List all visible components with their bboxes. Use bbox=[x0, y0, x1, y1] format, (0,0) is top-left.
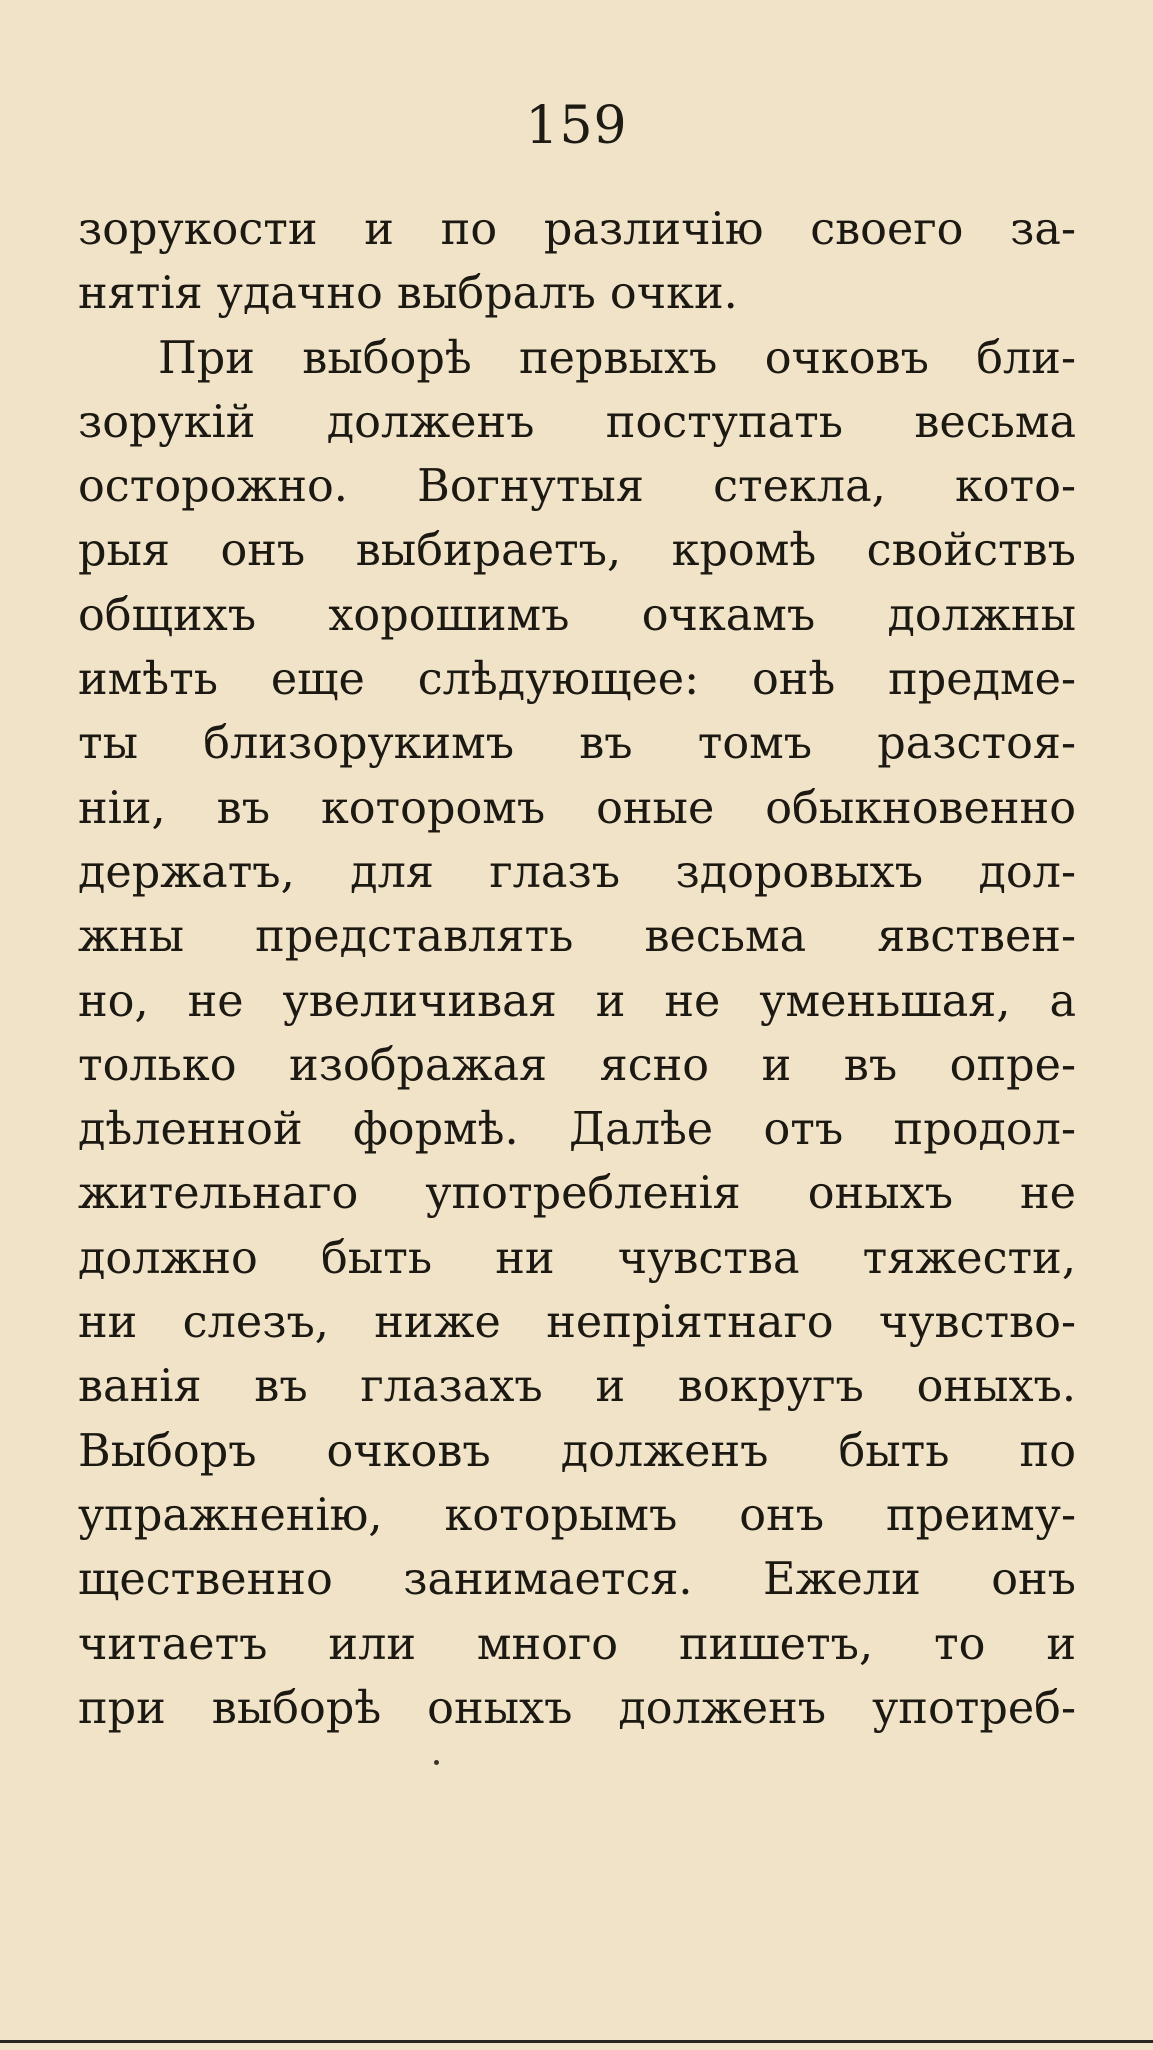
text-line: имѣть еще слѣдующее: онѣ предме- bbox=[78, 654, 1076, 706]
text-line: ніи, въ которомъ оные обыкновенно bbox=[78, 782, 1076, 834]
text-line: дѣленной формѣ. Далѣе отъ продол- bbox=[78, 1104, 1076, 1156]
page-edge bbox=[0, 2040, 1153, 2043]
text-line: ванія въ глазахъ и вокругъ оныхъ. bbox=[78, 1361, 1076, 1413]
text-line: держатъ, для глазъ здоровыхъ дол- bbox=[78, 846, 1076, 898]
page-number: 159 bbox=[525, 96, 628, 156]
text-line: общихъ хорошимъ очкамъ должны bbox=[78, 589, 1076, 641]
text-line: ты близорукимъ въ томъ разстоя- bbox=[78, 718, 1076, 770]
text-line: упражненію, которымъ онъ преиму- bbox=[78, 1489, 1076, 1541]
text-line: нятія удачно выбралъ очки. bbox=[78, 268, 738, 320]
text-line: только изображая ясно и въ опре- bbox=[78, 1039, 1076, 1091]
text-line: жны представлять весьма явствен- bbox=[78, 911, 1076, 963]
text-line: при выборѣ оныхъ долженъ употреб- bbox=[78, 1682, 1076, 1734]
text-line: Выборъ очковъ долженъ быть по bbox=[78, 1425, 1076, 1477]
text-line: При выборѣ первыхъ очковъ бли- bbox=[158, 332, 1076, 384]
text-line: но, не увеличивая и не уменьшая, а bbox=[78, 975, 1076, 1027]
body-text bbox=[78, 198, 1076, 1741]
text-line: осторожно. Вогнутыя стекла, кото- bbox=[78, 461, 1076, 513]
text-line: должно быть ни чувства тяжести, bbox=[78, 1232, 1076, 1284]
text-line: зорукій долженъ поступать весьма bbox=[78, 396, 1076, 448]
text-line: щественно занимается. Ежели онъ bbox=[78, 1554, 1076, 1606]
text-line: рыя онъ выбираетъ, кромѣ свойствъ bbox=[78, 525, 1076, 577]
ink-speck bbox=[434, 1760, 439, 1765]
text-line: ни слезъ, ниже непріятнаго чувство- bbox=[78, 1297, 1076, 1349]
text-line: зорукости и по различію своего за- bbox=[78, 204, 1076, 255]
text-line: жительнаго употребленія оныхъ не bbox=[78, 1168, 1076, 1220]
text-line: читаетъ или много пишетъ, то и bbox=[78, 1618, 1076, 1670]
